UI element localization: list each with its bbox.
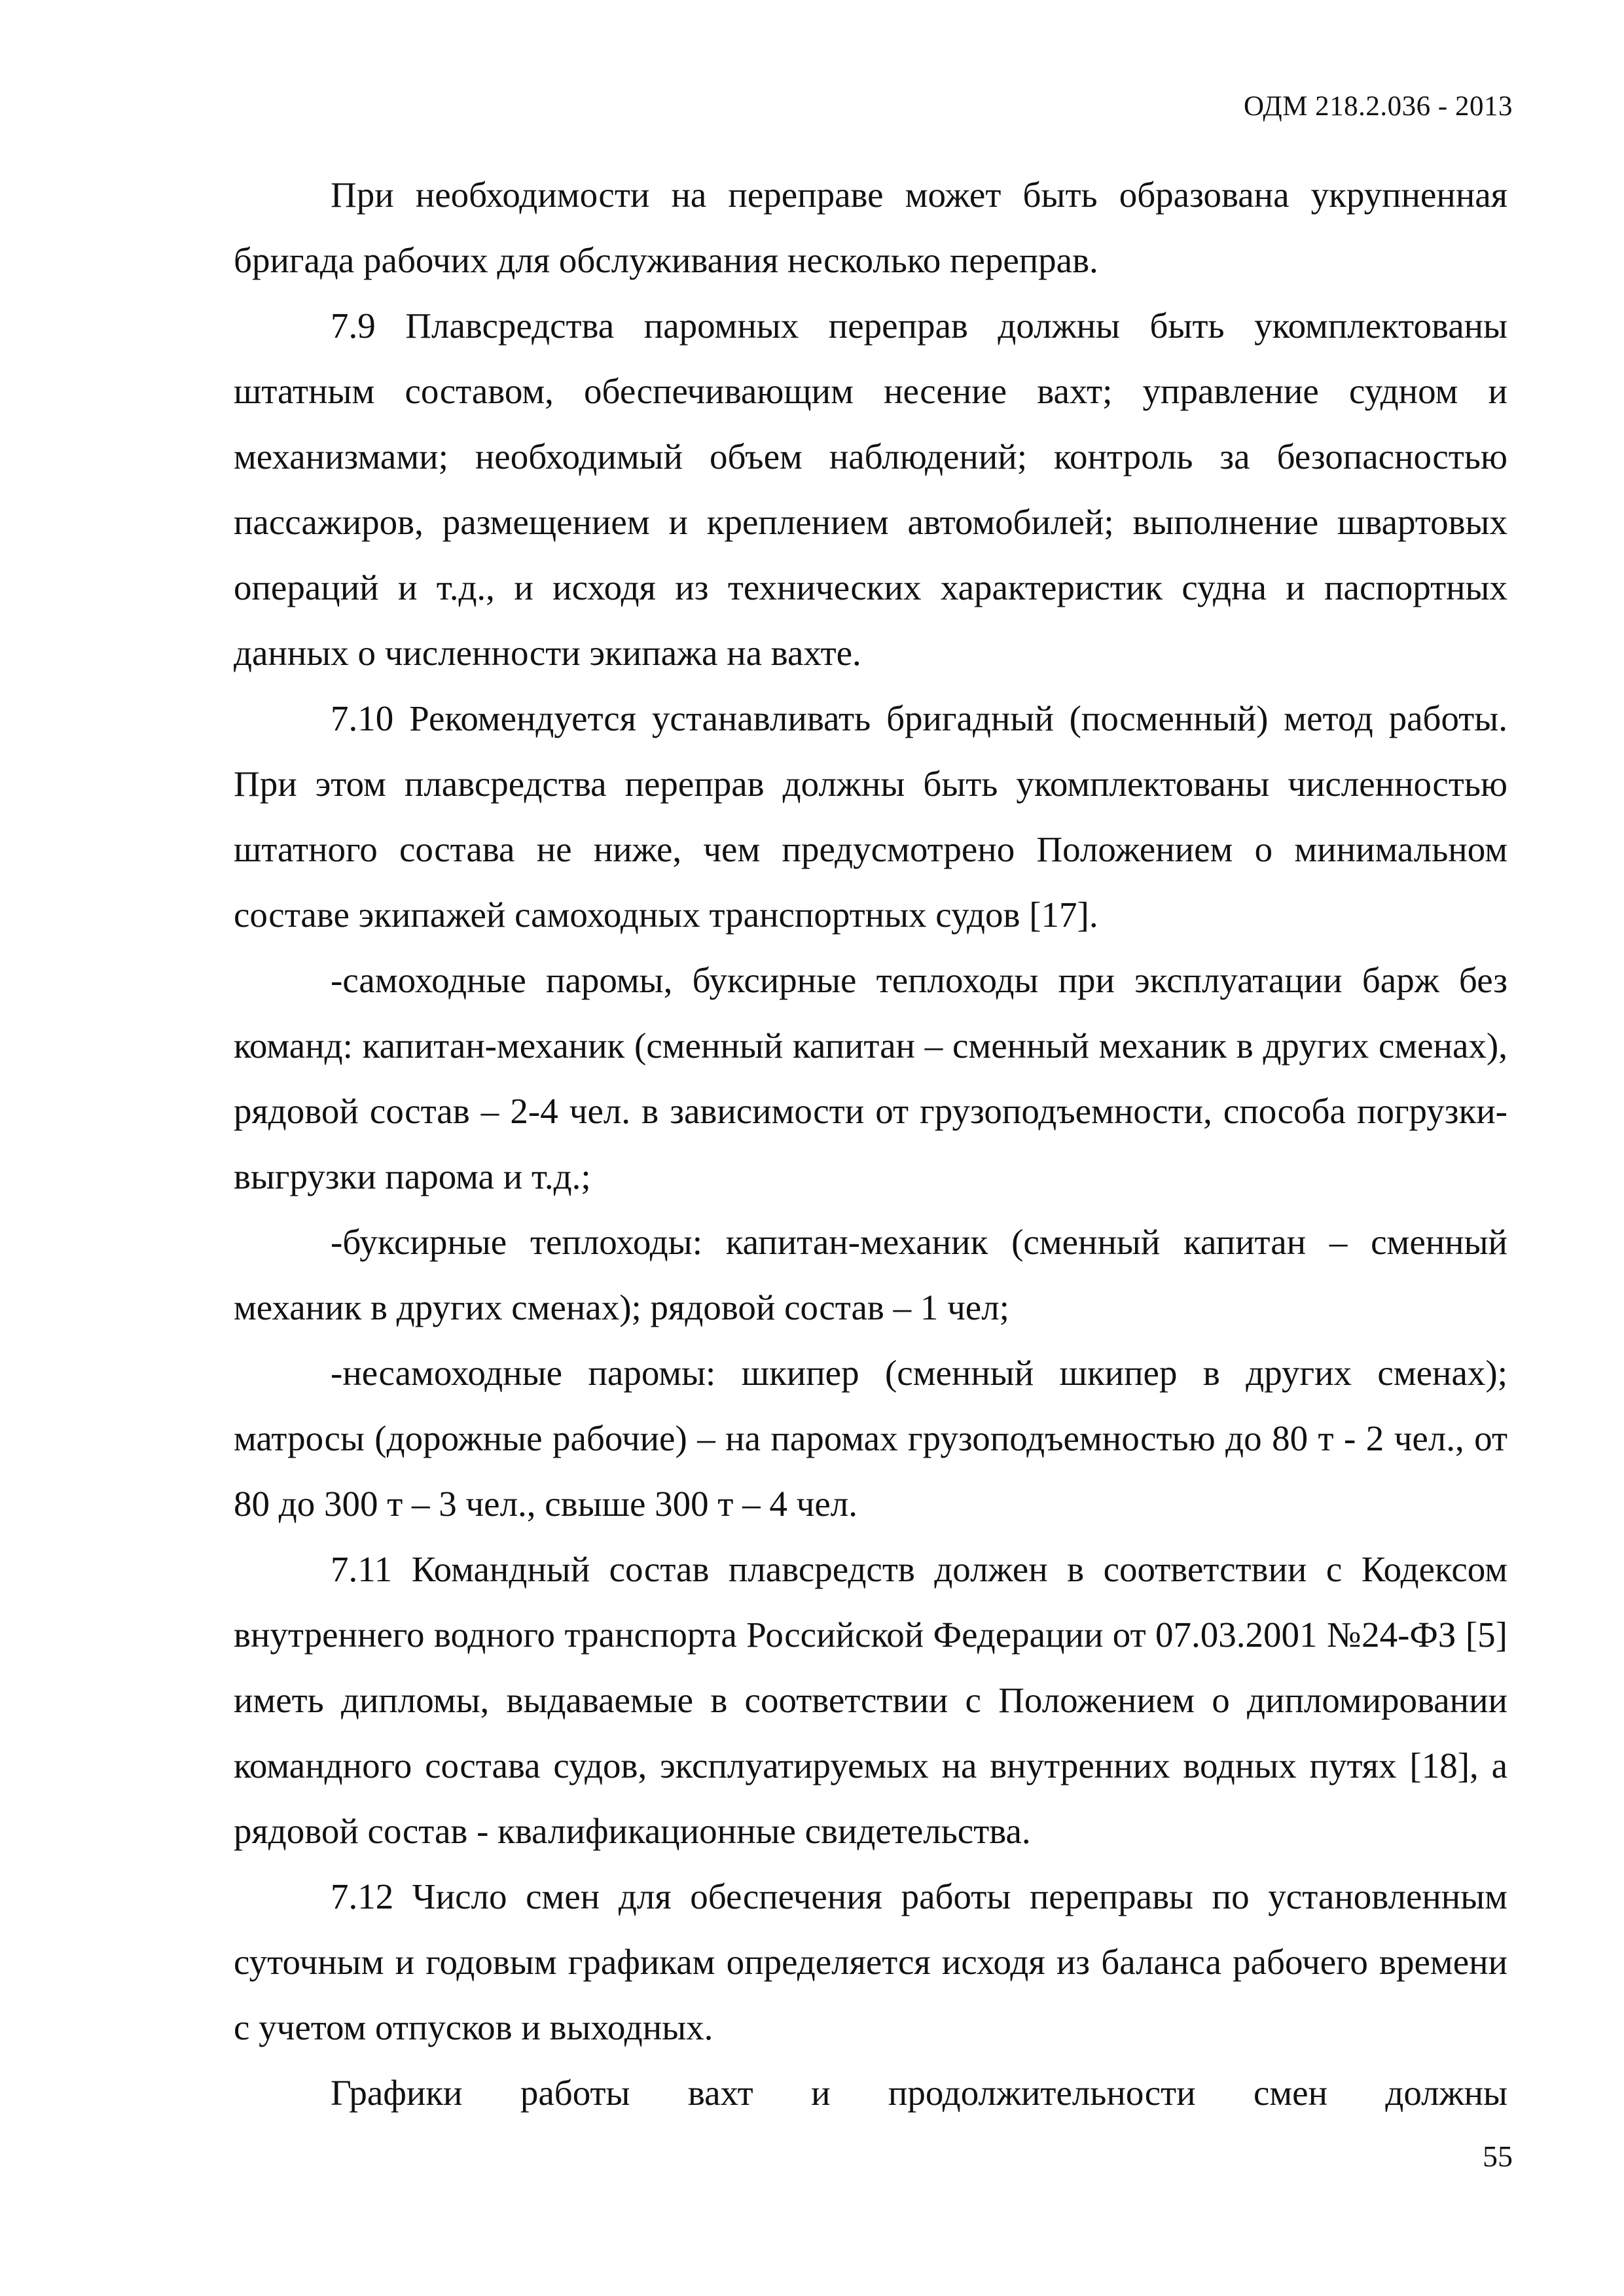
paragraph-7-12: 7.12 Число смен для обеспечения работы переправы по установленным суточным и годовым графикам определяется исходя из баланса рабочего времени с учетом отпусков и выходных. <box>234 1876 1507 2047</box>
page-number: 55 <box>1483 2140 1513 2173</box>
document-body <box>234 162 1507 2126</box>
paragraph-7-11: 7.11 Командный состав плавсредств должен в соответствии с Кодексом внутреннего водного транспорта Российской Федерации от 07.03.2001 №24-ФЗ [5] иметь дипломы, выдаваемые в соответствии с Положением о дипломировании командного состава судов, эксплуатируемых на внутренних водных путях [18], а рядовой состав - квалификационные свидетельства. <box>234 1549 1507 1851</box>
list-item-tugboats: -буксирные теплоходы: капитан-механик (сменный капитан – сменный механик в других сменах); рядовой состав – 1 чел; <box>234 1222 1507 1327</box>
paragraph-schedules: Графики работы вахт и продолжительности смен должны <box>331 2073 1507 2113</box>
paragraph-7-9: 7.9 Плавсредства паромных переправ должны быть укомплектованы штатным составом, обеспечивающим несение вахт; управление судном и механизмами; необходимый объем наблюдений; контроль за безопасностью пассажиров, размещением и креплением автомобилей; выполнение швартовых операций и т.д., и исходя из технических характеристик судна и паспортных данных о численности экипажа на вахте. <box>234 306 1507 673</box>
paragraph-brigade: При необходимости на переправе может быть образована укрупненная бригада рабочих для обслуживания несколько переправ. <box>234 175 1507 280</box>
list-item-non-self-propelled-ferries: -несамоходные паромы: шкипер (сменный шкипер в других сменах); матросы (дорожные рабочие) – на паромах грузоподъемностью до 80 т - 2 чел., от 80 до 300 т – 3 чел., свыше 300 т – 4 чел. <box>234 1353 1507 1524</box>
document-code-header: ОДМ 218.2.036 - 2013 <box>1243 91 1513 122</box>
paragraph-7-10: 7.10 Рекомендуется устанавливать бригадный (посменный) метод работы. При этом плавсредства переправ должны быть укомплектованы численностью штатного состава не ниже, чем предусмотрено Положением о минимальном составе экипажей самоходных транспортных судов [17]. <box>234 698 1507 935</box>
list-item-self-propelled-ferries: -самоходные паромы, буксирные теплоходы при эксплуатации барж без команд: капитан-механик (сменный капитан – сменный механик в других сменах), рядовой состав – 2-4 чел. в зависимости от грузоподъемности, способа погрузки-выгрузки парома и т.д.; <box>234 960 1507 1196</box>
